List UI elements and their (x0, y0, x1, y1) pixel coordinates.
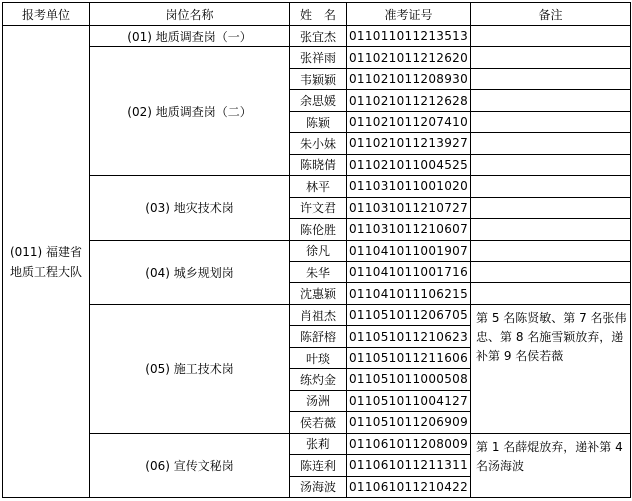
ticket-number-cell: 011031011210607 (347, 219, 471, 240)
candidate-name-cell: 陈颖 (290, 111, 347, 132)
ticket-number-cell: 011031011210727 (347, 197, 471, 218)
ticket-number-cell: 011041011001716 (347, 261, 471, 282)
table-body (3, 26, 631, 498)
table-row (3, 26, 631, 47)
header-name: 姓 名 (290, 3, 347, 26)
candidate-name-cell: 许文君 (290, 197, 347, 218)
remark-cell-empty (471, 240, 631, 261)
remark-cell-empty (471, 283, 631, 304)
ticket-number-cell: 011051011210623 (347, 326, 471, 347)
post-cell: (05) 施工技术岗 (90, 304, 290, 433)
remark-cell-empty (471, 261, 631, 282)
post-cell: (04) 城乡规划岗 (90, 240, 290, 304)
candidate-name-cell: 叶琰 (290, 347, 347, 368)
ticket-number-cell: 011021011208930 (347, 68, 471, 89)
remark-cell: 第 5 名陈贤敏、第 7 名张伟忠、第 8 名施雪颖放弃，递补第 9 名侯若薇 (471, 304, 631, 433)
remark-cell-empty (471, 176, 631, 197)
ticket-number-cell: 011021011212628 (347, 90, 471, 111)
post-cell: (01) 地质调查岗（一） (90, 26, 290, 47)
ticket-number-cell: 011031011001020 (347, 176, 471, 197)
ticket-number-cell: 011051011211606 (347, 347, 471, 368)
candidate-name-cell: 沈惠颖 (290, 283, 347, 304)
candidate-name-cell: 侯若薇 (290, 412, 347, 433)
candidate-name-cell: 张宜杰 (290, 26, 347, 47)
candidate-name-cell: 练灼金 (290, 369, 347, 390)
table-header (3, 3, 631, 26)
ticket-number-cell: 011061011208009 (347, 433, 471, 454)
candidate-name-cell: 陈伦胜 (290, 219, 347, 240)
header-unit: 报考单位 (3, 3, 90, 26)
ticket-number-cell: 011041011001907 (347, 240, 471, 261)
ticket-number-cell: 011021011213927 (347, 133, 471, 154)
candidate-name-cell: 张祥雨 (290, 47, 347, 68)
ticket-number-cell: 011051011004127 (347, 390, 471, 411)
candidate-name-cell: 林平 (290, 176, 347, 197)
header-ticket: 准考证号 (347, 3, 471, 26)
header-post: 岗位名称 (90, 3, 290, 26)
post-cell: (02) 地质调查岗（二） (90, 47, 290, 176)
remark-cell-empty (471, 197, 631, 218)
table-row (3, 304, 631, 325)
candidate-name-cell: 余思媛 (290, 90, 347, 111)
remark-cell: 第 1 名薛焜放弃，递补第 4 名汤海波 (471, 433, 631, 497)
remark-cell-empty (471, 47, 631, 68)
remark-cell-empty (471, 26, 631, 47)
candidate-name-cell: 陈晓倩 (290, 154, 347, 175)
candidate-name-cell: 韦颖颖 (290, 68, 347, 89)
candidate-name-cell: 陈连利 (290, 455, 347, 476)
table-row (3, 433, 631, 454)
candidate-name-cell: 陈舒榕 (290, 326, 347, 347)
ticket-number-cell: 011051011206705 (347, 304, 471, 325)
ticket-number-cell: 011061011210422 (347, 476, 471, 497)
candidate-name-cell: 汤海波 (290, 476, 347, 497)
post-cell: (06) 宣传文秘岗 (90, 433, 290, 497)
ticket-number-cell: 011021011212620 (347, 47, 471, 68)
ticket-number-cell: 011021011207410 (347, 111, 471, 132)
table-row (3, 176, 631, 197)
candidate-name-cell: 张莉 (290, 433, 347, 454)
remark-cell-empty (471, 154, 631, 175)
ticket-number-cell: 011061011211311 (347, 455, 471, 476)
unit-cell: (011) 福建省地质工程大队 (3, 26, 90, 498)
header-note: 备注 (471, 3, 631, 26)
candidate-name-cell: 朱华 (290, 261, 347, 282)
header-row (3, 3, 631, 26)
remark-cell-empty (471, 111, 631, 132)
table-row (3, 47, 631, 68)
candidate-name-cell: 徐凡 (290, 240, 347, 261)
ticket-number-cell: 011041011106215 (347, 283, 471, 304)
table-row (3, 240, 631, 261)
post-cell: (03) 地灾技术岗 (90, 176, 290, 240)
candidate-name-cell: 朱小妹 (290, 133, 347, 154)
remark-cell-empty (471, 90, 631, 111)
ticket-number-cell: 011051011206909 (347, 412, 471, 433)
ticket-number-cell: 011011011213513 (347, 26, 471, 47)
candidate-name-cell: 汤洲 (290, 390, 347, 411)
remark-cell-empty (471, 68, 631, 89)
remark-cell-empty (471, 133, 631, 154)
candidate-roster-table (2, 2, 631, 498)
ticket-number-cell: 011051011000508 (347, 369, 471, 390)
candidate-name-cell: 肖祖杰 (290, 304, 347, 325)
remark-cell-empty (471, 219, 631, 240)
ticket-number-cell: 011021011004525 (347, 154, 471, 175)
